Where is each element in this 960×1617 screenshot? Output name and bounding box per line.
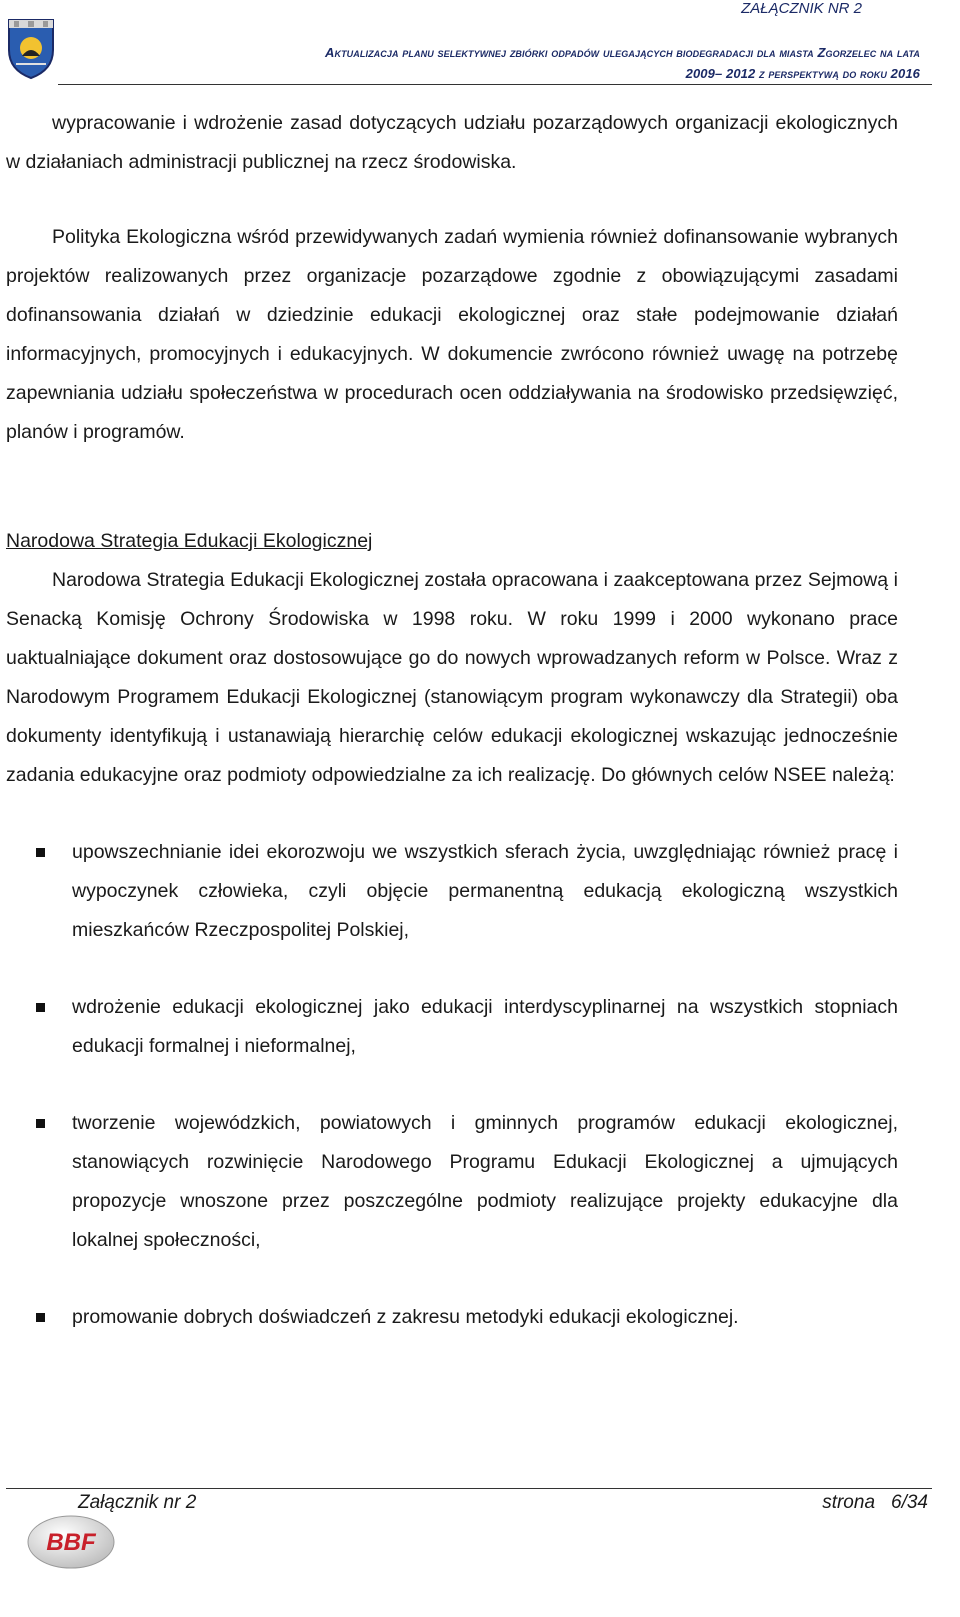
square-bullet-icon [36,1313,45,1322]
paragraph-1: wypracowanie i wdrożenie zasad dotyczących udziału pozarządowych organizacji ekologicznych w działaniach administracji publicznej na rzecz środowiska. [6,112,898,173]
page-content [6,104,898,1337]
page-header [0,0,960,86]
header-divider [58,84,932,85]
paragraph-2: Polityka Ekologiczna wśród przewidywanych zadań wymienia również dofinansowanie wybranych projektów realizowanych przez organizacje pozarządowe zgodnie z obowiązującymi zasadami dofinansowania działań w dziedzinie edukacji ekologicznej oraz stałe podejmowanie działań informacyjnych, promocyjnych i edukacyjnych. W dokumencie zwrócono również uwagę na potrzebę zapewniania udziału społeczeństwa w procedurach ocen oddziaływania na środowisko przedsięwzięć, planów i programów. [6,226,898,443]
annex-label: ZAŁĄCZNIK NR 2 [741,0,862,17]
logo-text: BBF [46,1529,96,1556]
bbf-logo-icon [26,1514,116,1570]
document-title [60,42,920,84]
document-title-line2: 2009– 2012 z perspektywą do roku 2016 [685,66,920,81]
document-title-line1: Aktualizacja planu selektywnej zbiórki odpadów ulegających biodegradacji dla miasta Zgorzelec na lata [325,45,920,60]
square-bullet-icon [36,1003,45,1012]
goals-list [6,833,898,1337]
list-item: tworzenie wojewódzkich, powiatowych i gminnych programów edukacji ekologicznej, stanowiących rozwinięcie Narodowego Programu Edukacji Ekologicznej a ujmujących propozycje wnoszone przez poszczególne podmioty realizujące projekty edukacyjne dla lokalnej społeczności, [6,1104,898,1260]
footer-annex-label: Załącznik nr 2 [78,1492,197,1513]
paragraph-3: Narodowa Strategia Edukacji Ekologicznej została opracowana i zaakceptowana przez Sejmową i Senacką Komisję Ochrony Środowiska w 1998 roku. W roku 1999 i 2000 wykonano prace uaktualniające dokument oraz dostosowujące go do nowych wprowadzanych reform w Polsce. Wraz z Narodowym Programem Edukacji Ekologicznej (stanowiącym program wykonawczy dla Strategii) oba dokumenty identyfikują i ustanawiają hierarchię celów edukacji ekologicznej wskazując jednocześnie zadania edukacyjne oraz podmioty odpowiedzialne za ich realizację. Do głównych celów NSEE należą: [6,569,898,786]
list-item: promowanie dobrych doświadczeń z zakresu metodyki edukacji ekologicznej. [6,1298,898,1337]
section-heading: Narodowa Strategia Edukacji Ekologicznej [6,530,373,552]
list-item: upowszechnianie idei ekorozwoju we wszystkich sferach życia, uwzględniając również pracę i wypoczynek człowieka, czyli objęcie permanentną edukacją ekologiczną wszystkich mieszkańców Rzeczpospolitej Polskiej, [6,833,898,950]
page-number: strona 6/34 [822,1492,928,1513]
footer-divider [6,1488,932,1489]
list-item: wdrożenie edukacji ekologicznej jako edukacji interdyscyplinarnej na wszystkich stopniach edukacji formalnej i nieformalnej, [6,988,898,1066]
square-bullet-icon [36,1119,45,1128]
square-bullet-icon [36,848,45,857]
coat-of-arms-icon [6,16,56,80]
